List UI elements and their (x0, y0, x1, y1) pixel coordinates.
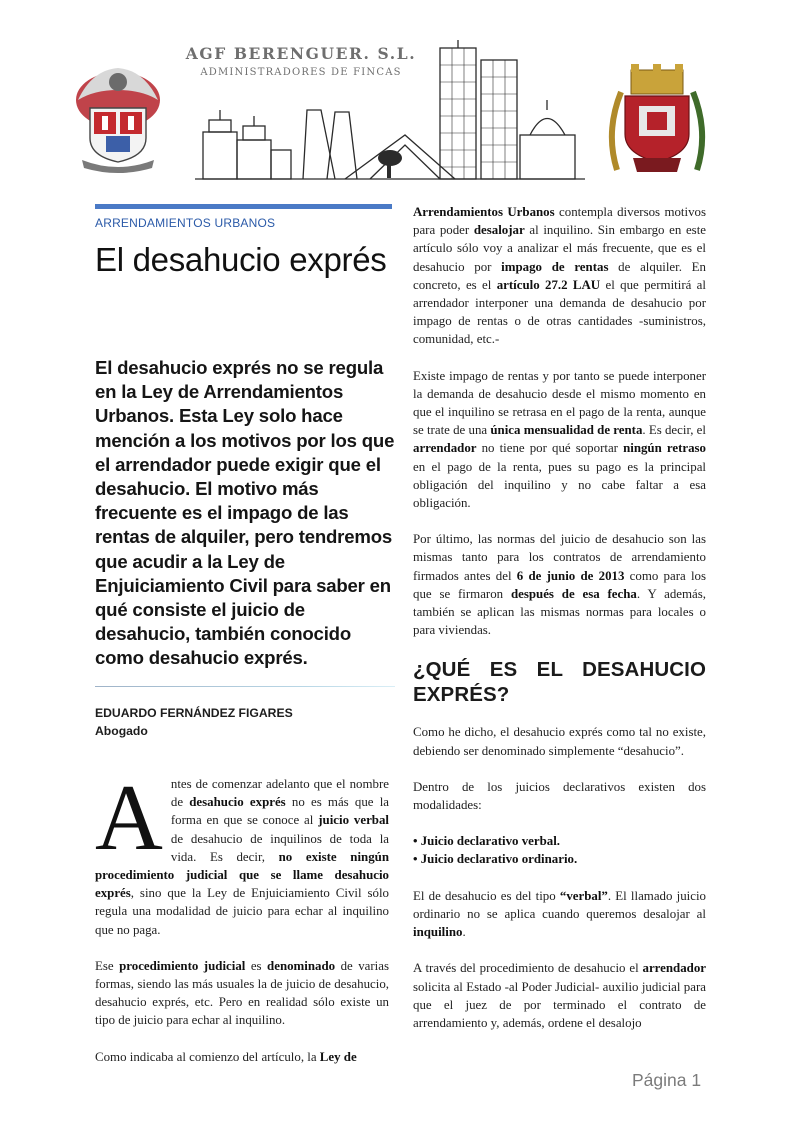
text-run: es (245, 958, 268, 973)
bold-run: procedimiento judicial (119, 958, 246, 973)
text-run: de varias formas, siendo las más usuales la de juicio de desahucio, desahucio exprés, etc. Pero en realidad sólo existe un tipo de juicio para echar al inquilino. (95, 958, 389, 1028)
bold-run: arrendador (642, 961, 706, 976)
bold-run: 6 de junio de 2013 (516, 568, 625, 583)
text-run: no es más que la forma en que se conoce al (170, 795, 390, 828)
text-run: Por último, las normas del juicio de desahucio son las mismas tanto para los contratos de arrendamiento firmados antes del (413, 532, 706, 583)
text-run: , sino que la Ley de Enjuiciamiento Civil sólo regula una modalidad de juicio para echar al inquilino que no paga. (95, 886, 389, 937)
bold-run: juicio verbal (318, 813, 390, 828)
bold-run: desalojar (473, 223, 525, 238)
text-run: Ese (95, 958, 120, 973)
article-title: El desahucio exprés (95, 241, 387, 278)
text-run: Existe impago de rentas y por tanto se puede interponer la demanda de desahucio desde el mismo momento en que el inquilino se retrasa en el pago de la renta, aunque se trate de una (413, 368, 706, 438)
bold-run: denominado (267, 958, 336, 973)
list-item: • Juicio declarativo ordinario. (413, 852, 578, 867)
author-role: Abogado (95, 724, 148, 738)
text-run: de alquiler. En concreto, es el (413, 259, 706, 292)
body-paragraph (413, 887, 706, 942)
body-paragraph: Dentro de los juicios declarativos existen dos modalidades: (413, 779, 706, 813)
company-name: AGF BERENGUER. S.L. (185, 44, 417, 63)
bold-run: impago de rentas (501, 259, 609, 274)
text-run: . Y además, también se aplican las mismas normas para locales o para viviendas. (413, 586, 706, 638)
text-run: en el pago de la renta, pues su pago es la principal obligación del inquilino y no cabe faltar a esa obligación. (413, 459, 706, 511)
text-run: . El llamado juicio ordinario no se aplica cuando queremos desalojar al (413, 888, 706, 921)
heraldic-crest-left-icon (72, 60, 164, 175)
lead-divider (95, 686, 395, 687)
text-run: Como indicaba al comienzo del artículo, la (95, 1049, 320, 1064)
left-body-column (95, 766, 390, 1084)
bold-run: arrendador (413, 441, 477, 456)
heraldic-crest-right-icon (603, 62, 711, 180)
bold-run: Arrendamientos Urbanos (413, 205, 555, 219)
bold-run: no existe ningún procedimiento judicial que se llame desahucio exprés (95, 849, 389, 901)
article-lead: El desahucio exprés no se regula en la Ley de Arrendamientos Urbanos. Esta Ley solo hace mención a los motivos por los que el arrendador puede exigir que el desahucio. El motivo más frecuente es el impago de las rentas de alquiler, pero tendremos que acudir a la Ley de Enjuiciamiento Civil para saber en qué consiste el juicio de desahucio, también conocido como desahucio exprés. (95, 357, 395, 669)
page-number: Página 1 (632, 1070, 702, 1090)
drop-cap: A (95, 766, 163, 870)
body-paragraph (413, 959, 706, 1032)
body-paragraph: Como he dicho, el desahucio exprés como tal no existe, debiendo ser denominado simplemente “desahucio”. (413, 725, 706, 758)
text-run: de desahucio de inquilinos de toda la vida. Es decir, (170, 831, 389, 864)
text-run: solicita al Estado -al Poder Judicial- auxilio judicial para que el juez de por terminado el contrato de arrendamiento y, además, ordene el desalojo (413, 979, 706, 1030)
text-run: como para los que se firmaron (413, 568, 706, 601)
author-name: EDUARDO FERNÁNDEZ FIGARES (95, 706, 293, 720)
bold-run: desahucio exprés (189, 795, 286, 810)
section-heading: ¿QUÉ ES EL DESAHUCIO EXPRÉS? (413, 658, 706, 707)
bold-run: única mensualidad de renta (490, 423, 643, 438)
company-subtitle: ADMINISTRADORES DE FINCAS (200, 67, 402, 78)
body-paragraph (413, 203, 706, 349)
bold-run: después de esa fecha (510, 586, 637, 601)
text-run: . (462, 925, 466, 940)
right-body-column (413, 203, 706, 1050)
body-paragraph-intro (95, 766, 390, 939)
page-header (0, 0, 794, 195)
section-accent-rule (95, 204, 392, 209)
body-paragraph (95, 1048, 389, 1066)
bold-run: Ley de (319, 1049, 357, 1064)
text-run: el que permitirá al arrendador interponer una demanda de desahucio por impago de rentas o de otras cantidades -suministros, comunidad, etc.- (413, 277, 706, 347)
article-category: ARRENDAMIENTOS URBANOS (95, 216, 276, 230)
text-run: . Es decir, el (642, 423, 706, 438)
text-run: contempla diversos motivos para poder (413, 205, 706, 238)
bold-run: “verbal” (559, 888, 608, 903)
body-paragraph (95, 957, 389, 1030)
text-run: A través del procedimiento de desahucio el (413, 961, 643, 976)
list-item: • Juicio declarativo verbal. (413, 834, 561, 849)
bold-run: inquilino (413, 925, 463, 940)
body-paragraph (413, 367, 706, 513)
text-run: ntes de comenzar adelanto que el nombre de (170, 777, 389, 810)
text-run: al inquilino. Sin embargo en este artículo sólo voy a analizar el más frecuente, que es el desahucio por (413, 223, 706, 274)
bullet-list (413, 832, 706, 868)
bold-run: artículo 27.2 LAU (496, 277, 601, 292)
text-run: no tiene por qué soportar (476, 441, 624, 456)
body-paragraph (413, 530, 706, 639)
bold-run: ningún retraso (623, 441, 706, 456)
text-run: El de desahucio es del tipo (413, 888, 560, 903)
